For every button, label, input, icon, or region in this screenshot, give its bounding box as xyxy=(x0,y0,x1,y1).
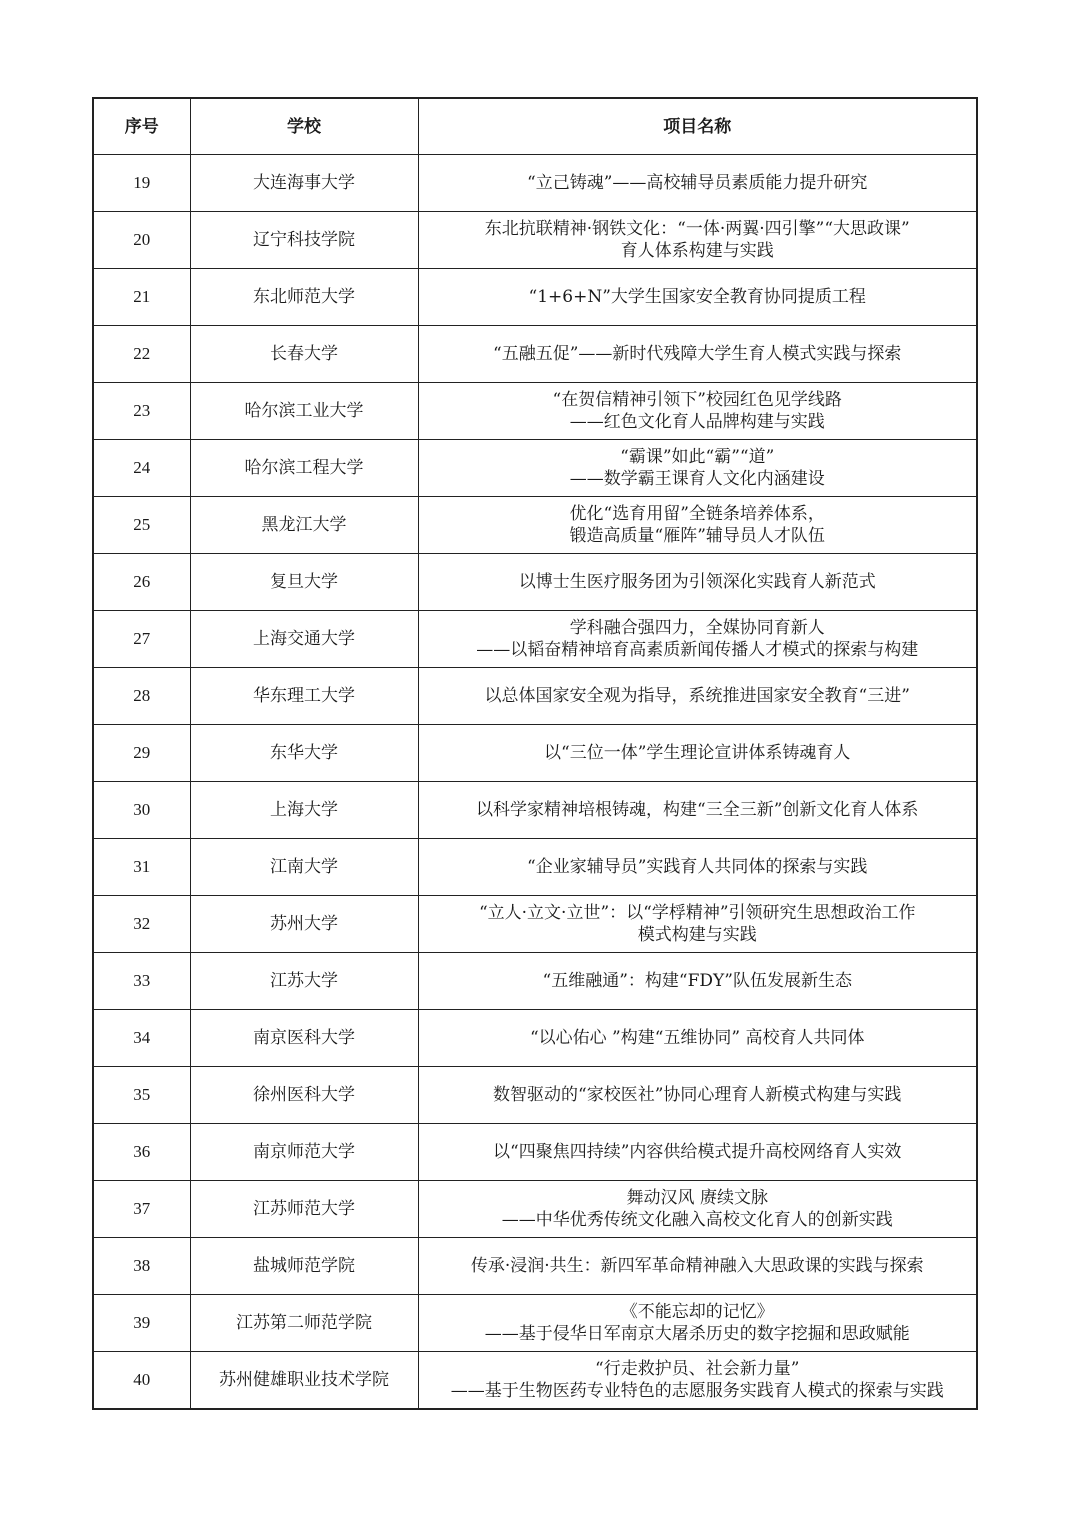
table-body xyxy=(93,155,977,1410)
row-serial-number: 26 xyxy=(93,554,190,611)
table-row xyxy=(93,1124,977,1181)
project-name-line: 学科融合强四力，全媒协同育新人 xyxy=(569,618,825,638)
table-row xyxy=(93,269,977,326)
row-school-name: 上海交通大学 xyxy=(190,611,418,668)
project-name-line: 以博士生医疗服务团为引领深化实践育人新范式 xyxy=(518,572,876,592)
row-project-name xyxy=(418,1352,977,1410)
row-school-name: 哈尔滨工业大学 xyxy=(190,383,418,440)
row-school-name: 江南大学 xyxy=(190,839,418,896)
project-name-line: 东北抗联精神·钢铁文化：“一体·两翼·四引擎”“大思政课” xyxy=(484,219,910,239)
project-name-line: 以“四聚焦四持续”内容供给模式提升高校网络育人实效 xyxy=(493,1142,902,1162)
table-row xyxy=(93,1238,977,1295)
project-name-line: 以“三位一体”学生理论宣讲体系铸魂育人 xyxy=(544,743,851,763)
project-name-line: 以科学家精神培根铸魂，构建“三全三新”创新文化育人体系 xyxy=(476,800,919,820)
row-project-name xyxy=(418,611,977,668)
project-name-line: “立己铸魂”——高校辅导员素质能力提升研究 xyxy=(527,173,868,193)
row-serial-number: 21 xyxy=(93,269,190,326)
table-row xyxy=(93,383,977,440)
project-name-line: “企业家辅导员”实践育人共同体的探索与实践 xyxy=(527,857,868,877)
project-name-line: “在贺信精神引领下”校园红色见学线路 xyxy=(552,390,842,410)
table-row xyxy=(93,1352,977,1410)
project-name-line: 育人体系构建与实践 xyxy=(620,241,774,261)
table-row xyxy=(93,326,977,383)
row-project-name xyxy=(418,326,977,383)
row-school-name: 盐城师范学院 xyxy=(190,1238,418,1295)
row-project-name xyxy=(418,1124,977,1181)
table-row xyxy=(93,725,977,782)
row-serial-number: 28 xyxy=(93,668,190,725)
row-school-name: 江苏师范大学 xyxy=(190,1181,418,1238)
project-name-line: 优化“选育用留”全链条培养体系， xyxy=(569,504,825,524)
table-row xyxy=(93,1181,977,1238)
row-project-name xyxy=(418,896,977,953)
project-list-table xyxy=(92,97,978,1410)
row-serial-number: 33 xyxy=(93,953,190,1010)
project-name-line: 数智驱动的“家校医社”协同心理育人新模式构建与实践 xyxy=(493,1085,902,1105)
row-school-name: 上海大学 xyxy=(190,782,418,839)
table-row xyxy=(93,839,977,896)
table-row xyxy=(93,1295,977,1352)
table-row xyxy=(93,1067,977,1124)
table-row xyxy=(93,155,977,212)
row-school-name: 东北师范大学 xyxy=(190,269,418,326)
project-name-line: ——中华优秀传统文化融入高校文化育人的创新实践 xyxy=(501,1210,893,1230)
row-school-name: 长春大学 xyxy=(190,326,418,383)
row-serial-number: 23 xyxy=(93,383,190,440)
project-name-line: ——以韬奋精神培育高素质新闻传播人才模式的探索与构建 xyxy=(476,640,919,660)
row-project-name xyxy=(418,1238,977,1295)
table-row xyxy=(93,440,977,497)
project-name-line: 《不能忘却的记忆》 xyxy=(620,1302,774,1322)
row-school-name: 大连海事大学 xyxy=(190,155,418,212)
row-project-name xyxy=(418,1067,977,1124)
row-project-name xyxy=(418,1010,977,1067)
table-row xyxy=(93,782,977,839)
row-serial-number: 22 xyxy=(93,326,190,383)
row-project-name xyxy=(418,212,977,269)
row-school-name: 辽宁科技学院 xyxy=(190,212,418,269)
row-project-name xyxy=(418,668,977,725)
project-name-line: 舞动汉风 赓续文脉 xyxy=(626,1188,768,1208)
row-school-name: 南京师范大学 xyxy=(190,1124,418,1181)
row-school-name: 苏州健雄职业技术学院 xyxy=(190,1352,418,1410)
project-name-line: ——红色文化育人品牌构建与实践 xyxy=(569,412,825,432)
project-name-line: 以总体国家安全观为指导，系统推进国家安全教育“三进” xyxy=(484,686,910,706)
project-name-line: 模式构建与实践 xyxy=(637,925,757,945)
row-project-name xyxy=(418,383,977,440)
row-serial-number: 40 xyxy=(93,1352,190,1410)
project-name-line: “行走救护员、社会新力量” xyxy=(595,1359,800,1379)
table-row xyxy=(93,497,977,554)
row-school-name: 黑龙江大学 xyxy=(190,497,418,554)
row-project-name xyxy=(418,953,977,1010)
row-school-name: 华东理工大学 xyxy=(190,668,418,725)
project-name-line: “1+6+N”大学生国家安全教育协同提质工程 xyxy=(528,287,866,307)
row-school-name: 江苏第二师范学院 xyxy=(190,1295,418,1352)
row-project-name xyxy=(418,440,977,497)
project-name-line: “五融五促”——新时代残障大学生育人模式实践与探索 xyxy=(493,344,902,364)
project-name-line: 传承·浸润·共生：新四军革命精神融入大思政课的实践与探索 xyxy=(470,1256,924,1276)
row-serial-number: 34 xyxy=(93,1010,190,1067)
row-project-name xyxy=(418,1295,977,1352)
table-row xyxy=(93,1010,977,1067)
row-serial-number: 31 xyxy=(93,839,190,896)
row-serial-number: 32 xyxy=(93,896,190,953)
row-serial-number: 35 xyxy=(93,1067,190,1124)
row-serial-number: 36 xyxy=(93,1124,190,1181)
header-project-name: 项目名称 xyxy=(418,98,977,155)
row-project-name xyxy=(418,1181,977,1238)
row-project-name xyxy=(418,554,977,611)
row-serial-number: 24 xyxy=(93,440,190,497)
row-serial-number: 25 xyxy=(93,497,190,554)
table-header-row xyxy=(93,98,977,155)
project-name-line: “五维融通”：构建“FDY”队伍发展新生态 xyxy=(542,971,852,991)
table-row xyxy=(93,668,977,725)
table-row xyxy=(93,611,977,668)
project-name-line: “以心佑心 ”构建“五维协同” 高校育人共同体 xyxy=(529,1028,865,1048)
project-name-line: ——基于侵华日军南京大屠杀历史的数字挖掘和思政赋能 xyxy=(484,1324,910,1344)
row-project-name xyxy=(418,725,977,782)
row-serial-number: 38 xyxy=(93,1238,190,1295)
row-school-name: 苏州大学 xyxy=(190,896,418,953)
project-name-line: “霸课”如此“霸”“道” xyxy=(620,447,775,467)
row-school-name: 徐州医科大学 xyxy=(190,1067,418,1124)
header-serial-number: 序号 xyxy=(93,98,190,155)
table-row xyxy=(93,896,977,953)
row-project-name xyxy=(418,497,977,554)
table-row xyxy=(93,212,977,269)
table-row xyxy=(93,554,977,611)
project-name-line: ——数学霸王课育人文化内涵建设 xyxy=(569,469,825,489)
row-serial-number: 19 xyxy=(93,155,190,212)
row-serial-number: 29 xyxy=(93,725,190,782)
project-name-line: 锻造高质量“雁阵”辅导员人才队伍 xyxy=(569,526,825,546)
row-serial-number: 27 xyxy=(93,611,190,668)
row-project-name xyxy=(418,269,977,326)
row-school-name: 南京医科大学 xyxy=(190,1010,418,1067)
row-school-name: 哈尔滨工程大学 xyxy=(190,440,418,497)
row-project-name xyxy=(418,155,977,212)
row-school-name: 复旦大学 xyxy=(190,554,418,611)
row-serial-number: 20 xyxy=(93,212,190,269)
row-serial-number: 37 xyxy=(93,1181,190,1238)
project-name-line: ——基于生物医药专业特色的志愿服务实践育人模式的探索与实践 xyxy=(450,1381,944,1401)
row-school-name: 东华大学 xyxy=(190,725,418,782)
row-project-name xyxy=(418,839,977,896)
table-row xyxy=(93,953,977,1010)
row-project-name xyxy=(418,782,977,839)
row-serial-number: 30 xyxy=(93,782,190,839)
header-school: 学校 xyxy=(190,98,418,155)
row-serial-number: 39 xyxy=(93,1295,190,1352)
row-school-name: 江苏大学 xyxy=(190,953,418,1010)
project-name-line: “立人·立文·立世”：以“学桴精神”引领研究生思想政治工作 xyxy=(478,903,916,923)
